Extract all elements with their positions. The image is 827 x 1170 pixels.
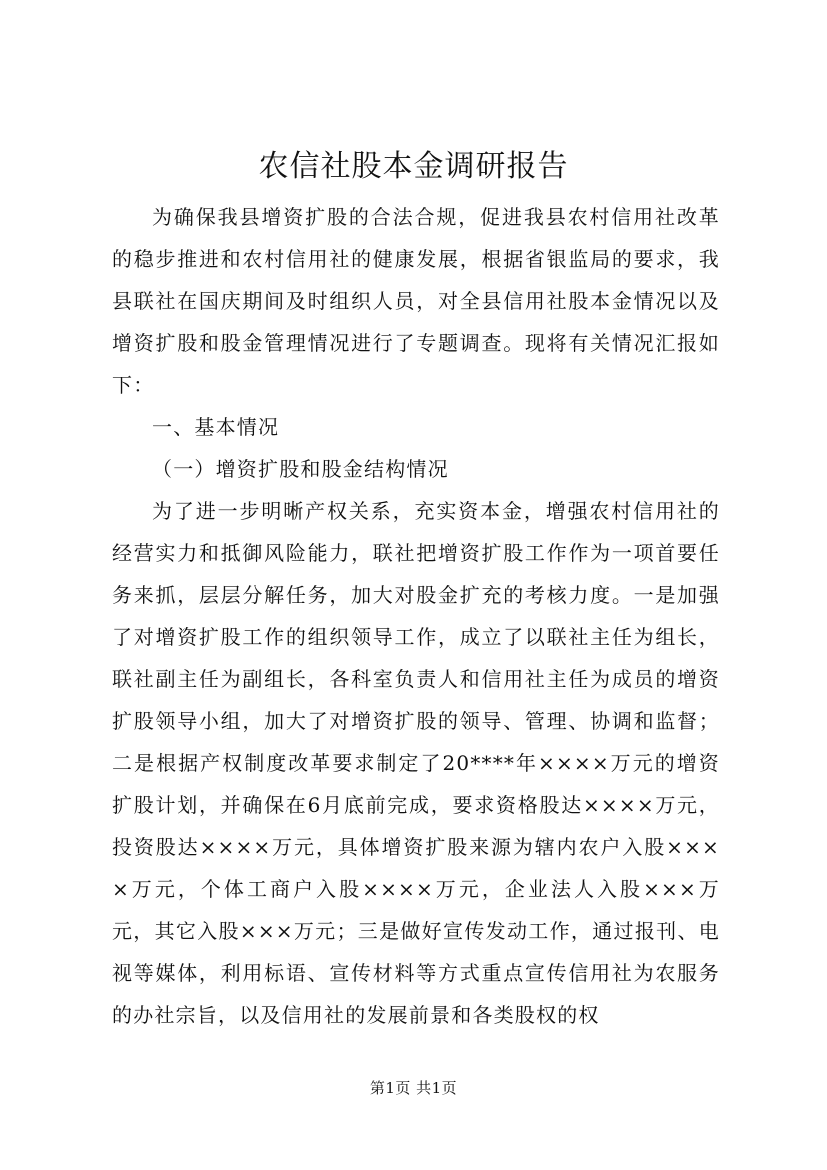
page-number-footer: 第1页 共1页	[369, 1079, 458, 1097]
intro-paragraph: 为确保我县增资扩股的合法合规，促进我县农村信用社改革的稳步推进和农村信用社的健康发展，根据省银监局的要求，我县联社在国庆期间及时组织人员，对全县信用社股本金情况以及增资扩股和股金管理情况进行了专题调查。现将有关情况汇报如下：	[112, 205, 720, 397]
document-body	[112, 196, 720, 1036]
structure-paragraph: 为了进一步明晰产权关系，充实资本金，增强农村信用社的经营实力和抵御风险能力，联社把增资扩股工作作为一项首要任务来抓，层层分解任务，加大对股金扩充的考核力度。一是加强了对增资扩股工作的组织领导工作，成立了以联社主任为组长，联社副主任为副组长，各科室负责人和信用社主任为成员的增资扩股领导小组，加大了对增资扩股的领导、管理、协调和监督；二是根据产权制度改革要求制定了20****年××××万元的增资扩股计划，并确保在6月底前完成，要求资格股达××××万元，投资股达××××万元，具体增资扩股来源为辖内农户入股××××万元，个体工商户入股××××万元，企业法人入股×××万元，其它入股×××万元；三是做好宣传发动工作，通过报刊、电视等媒体，利用标语、宣传材料等方式重点宣传信用社为农服务的办社宗旨，以及信用社的发展前景和各类股权的权	[112, 499, 720, 1027]
section-heading-basic: 一、基本情况	[152, 415, 280, 439]
subsection-heading-structure: （一）增资扩股和股金结构情况	[152, 457, 449, 481]
document-title: 农信社股本金调研报告	[258, 149, 569, 184]
